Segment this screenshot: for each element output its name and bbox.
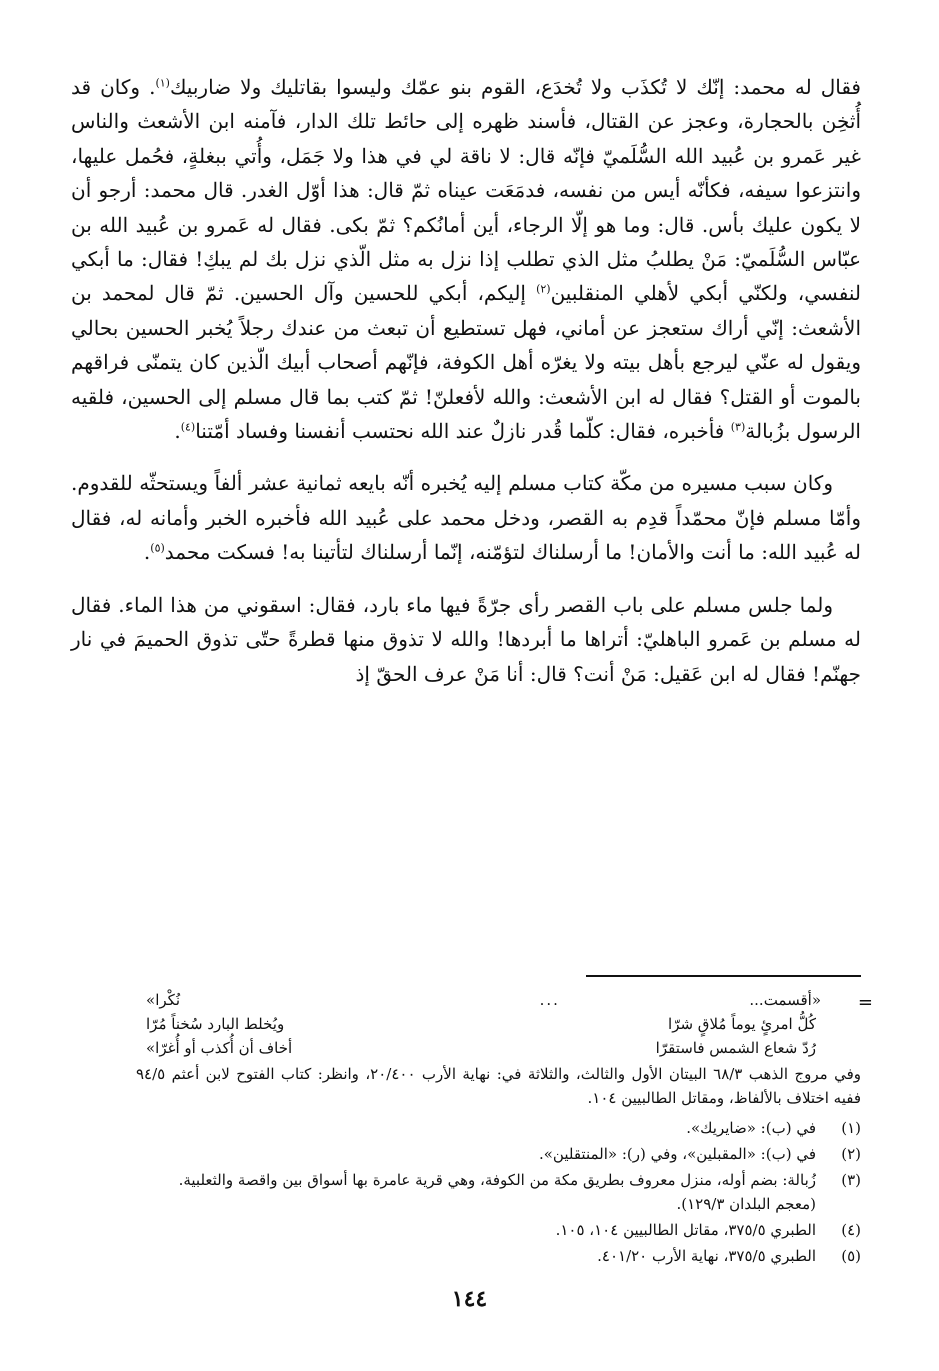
poem-verse [61,1036,861,1060]
footnote-number: (٣) [841,1171,861,1189]
footnote-text: الطبري ٣٧٥/٥، مقاتل الطالبيين ١٠٤، ١٠٥. [555,1221,816,1239]
footnote-number: (١) [841,1119,861,1137]
body-paragraph [71,588,861,691]
footnote-item [61,1116,861,1140]
footnote-number: (٥) [841,1247,861,1265]
footnote-number: (٤) [841,1221,861,1239]
footnote-list [61,1116,861,1268]
verse-first-hemistich: رُدّ شعاع الشمس فاستقرّا [655,1039,816,1057]
footnote-divider [586,975,861,977]
footnote-reference: (١) [155,76,170,90]
page-body [71,70,873,1265]
main-text [71,70,861,691]
footnote-text: زُبالة: بضم أوله، منزل معروف بطريق مكة من الكوفة، وهي قرية عامرة بها أسواق بين واقصة والثعلبية. (معجم البلدان ١٢٩/٣). [178,1171,816,1213]
footnote-reference: (٣) [730,420,746,434]
footnotes-block [61,988,861,1270]
body-paragraph [71,70,861,448]
verse-second-hemistich: ويُخلط البارد سُخناً مُرّا [146,1015,285,1033]
poem-head-end: نُكْرا» [146,991,181,1009]
paragraph-text: . [174,419,181,444]
footnote-reference: (٥) [150,541,165,555]
paragraph-text: وكان سبب مسيره من مكّة كتاب مسلم إليه يُخبره أنّه بايعه ثمانية عشر ألفاً ويستحثّه للقدوم. وأمّا مسلم فإنّ محمّداً قدِم به القصر، ودخل محمد على عُبيد الله فأخبره الخبر وأمانه له، فقال له عُبيد الله: ما أنت والأمان! ما أرسلناك لتؤمّنه، إنّما أرسلناك لتأتينا به! فسكت محمد [71,471,861,565]
poem-verse [61,1012,861,1036]
footnote-reference: (٢) [536,282,551,296]
paragraph-text: فأخبره، فقال: كلّما قُدر نازلٌ عند الله نحتسب أنفسنا وفساد أمّتنا [195,419,731,444]
poem-heading [61,988,861,1012]
paragraph-text: . [143,540,151,565]
footnote-item [61,1218,861,1242]
paragraph-text: . وكان قد أُثخِن بالحجارة، وعجز عن القتال، فأسند ظهره إلى حائط تلك الدار، فآمنه ابن الأشعث والناس غير عَمرو بن عُبيد الله السُّلَميّ فإنّه قال: لا ناقة لي في هذا ولا جَمَل، وأُتي ببغلةٍ، فحُمل عليها، وانتزعوا سيفه، فكأنّه أيس من نفسه، فدمَعَت عيناه ثمّ قال: هذا أوّل الغدر. قال محمد: أرجو أن لا يكون عليك بأس. قال: وما هو إلّا الرجاء، أين أمانُكم؟ ثمّ بكى. فقال له عَمرو بن عُبيد الله بن عبّاس السُّلَميّ: مَنْ يطلبُ مثل الذي تطلب إذا نزل به مثل الّذي نزل بك لم يبكِ! فقال: ما أبكي لنفسي، ولكنّي أبكي لأهلي المنقلبين [71,75,861,306]
footnote-text: في (ب): «المقبلين»، وفي (ر): «المنتقلين». [538,1145,816,1163]
footnote-text: في (ب): «ضايريك». [686,1119,816,1137]
paragraph-text: فقال له محمد: إنّك لا تُكذَب ولا تُخدَع، القوم بنو عمّك وليسوا بقاتليك ولا ضاربيك [169,75,861,99]
page-number: ١٤٤ [451,1286,488,1312]
footnote-item [61,1168,861,1216]
verse-first-hemistich: كُلُّ امرئٍ يوماً مُلاقٍ شرّا [668,1015,816,1033]
body-paragraph [71,466,861,569]
poem-head-start: «أقسمت... [749,991,821,1009]
footnote-item [61,1142,861,1166]
footnote-item [61,1244,861,1268]
poem-head-ellipsis: ... [539,991,560,1009]
footnote-number: (٢) [841,1145,861,1163]
footnote-text: الطبري ٣٧٥/٥، نهاية الأرب ٤٠١/٢٠. [597,1247,816,1265]
footnote-source-note: وفي مروج الذهب ٦٨/٣ البيتان الأول والثالث، والثلاثة في: نهاية الأرب ٢٠/٤٠٠، وانظر: كتاب الفتوح لابن أعثم ٩٤/٥ ففيه اختلاف بالألفاظ، ومقاتل الطالبيين ١٠٤. [136,1065,862,1107]
verse-second-hemistich: أخاف أن أُكذب أو أُغرّا» [146,1039,293,1057]
paragraph-text: ولما جلس مسلم على باب القصر رأى جرّةً فيها ماء بارد، فقال: اسقوني من هذا الماء. فقال له مسلم بن عَمرو الباهليّ: أتراها ما أبردها! والله لا تذوق منها قطرةً حتّى تذوق الحميمَ في نار جهنّم! فقال له ابن عَقيل: مَنْ أنت؟ قال: أنا مَنْ عرف الحقّ إذ [71,592,861,686]
footnote-continuation-mark: = [857,992,873,1013]
paragraph-text: إليكم، أبكي للحسين وآل الحسين. ثمّ قال لمحمد بن الأشعث: إنّي أراك ستعجز عن أماني، فهل تستطيع أن تبعث من عندك رجلاً يُخبر الحسين بحالي ويقول له عنّي ليرجع بأهل بيته ولا يغرّه أهل الكوفة، فإنّهم أصحاب أبيك الّذين كان يتمنّى فراقهم بالموت أو القتل؟ فقال له ابن الأشعث: والله لأفعلنّ! ثمّ كتب بما قال مسلم إلى الحسين، فلقيه الرسول بزُبالة [71,281,861,444]
footnote-reference: (٤) [180,420,196,434]
